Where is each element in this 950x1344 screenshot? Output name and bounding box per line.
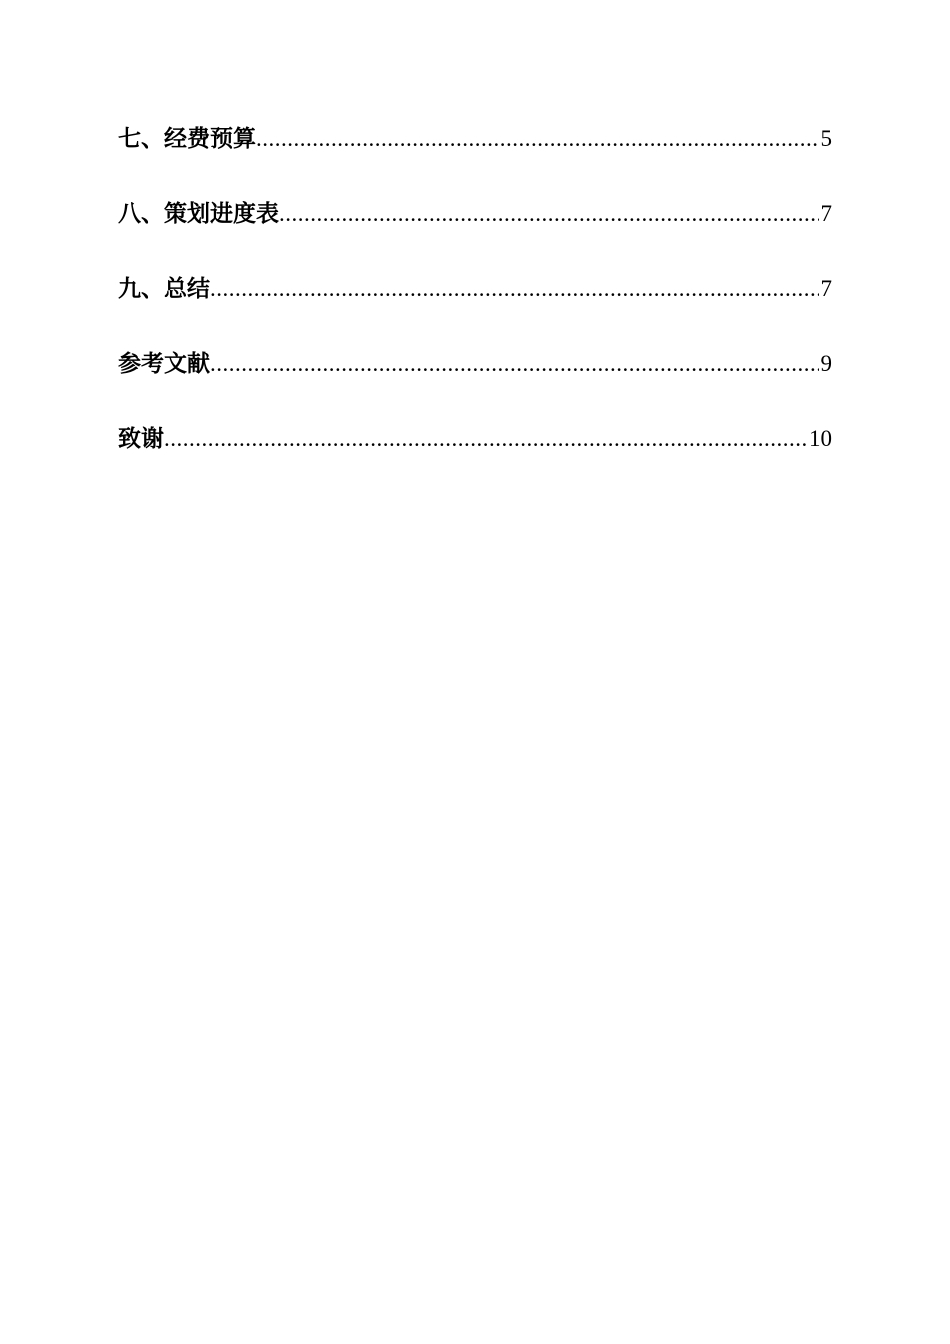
toc-entry-acknowledgements[interactable] xyxy=(118,418,832,493)
toc-dot-leader xyxy=(256,118,819,160)
toc-dot-leader xyxy=(210,343,819,385)
toc-entry-page-number: 7 xyxy=(820,201,832,226)
toc-entry-page-number: 7 xyxy=(820,276,832,301)
toc-dot-leader xyxy=(164,418,807,460)
toc-entry-summary[interactable] xyxy=(118,268,832,343)
toc-entry-page-number: 5 xyxy=(820,126,832,151)
toc-entry-schedule[interactable] xyxy=(118,193,832,268)
toc-entry-title: 九、总结 xyxy=(118,276,210,302)
toc-entry-references[interactable] xyxy=(118,343,832,418)
toc-entry-title: 八、策划进度表 xyxy=(118,201,279,227)
toc-entry-budget[interactable] xyxy=(118,118,832,193)
toc-dot-leader xyxy=(279,193,819,235)
toc-entry-title: 七、经费预算 xyxy=(118,126,256,152)
toc-entry-page-number: 10 xyxy=(809,426,832,451)
toc-entry-page-number: 9 xyxy=(820,351,832,376)
toc-entry-title: 参考文献 xyxy=(118,351,210,377)
toc-entry-title: 致谢 xyxy=(118,426,164,452)
toc-dot-leader xyxy=(210,268,819,310)
table-of-contents xyxy=(118,118,832,493)
